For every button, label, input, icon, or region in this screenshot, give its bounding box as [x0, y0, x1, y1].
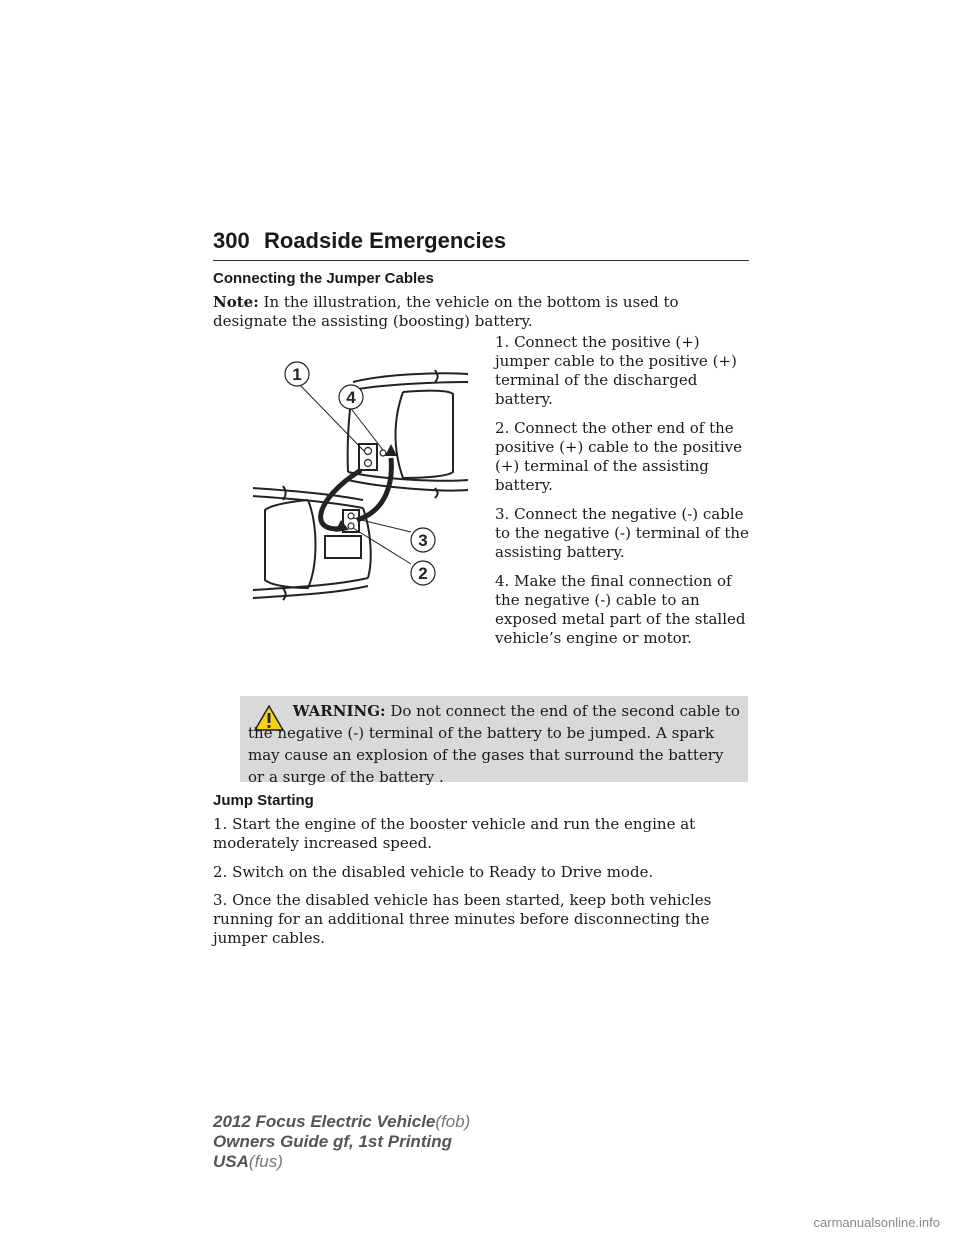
callout-3: 3 [418, 531, 428, 550]
note-label: Note: [213, 293, 259, 311]
footer-line2: Owners Guide gf, 1st Printing [213, 1132, 452, 1151]
jump-step: 1. Start the engine of the booster vehicle and run the engine at moderately increased speed. [213, 815, 696, 852]
connecting-steps [495, 333, 755, 658]
jumper-cable-diagram [253, 360, 485, 610]
connecting-step: 4. Make the final connection of the negative (-) cable to an exposed metal part of the stalled vehicle’s engine or motor. [495, 572, 746, 647]
jump-starting-heading: Jump Starting [213, 792, 314, 809]
jump-step: 2. Switch on the disabled vehicle to Ready to Drive mode. [213, 863, 654, 881]
watermark: carmanualsonline.info [813, 1215, 940, 1230]
page-header [213, 228, 749, 262]
callout-2: 2 [418, 564, 428, 583]
page-number: 300 [213, 228, 250, 253]
callout-4: 4 [346, 388, 356, 407]
warning-text-block [240, 700, 742, 788]
callout-1: 1 [292, 365, 302, 384]
footer-line1-code: (fob) [435, 1112, 471, 1131]
connecting-step: 1. Connect the positive (+) jumper cable to the positive (+) terminal of the discharged battery. [495, 333, 737, 408]
header-divider [213, 260, 749, 261]
footer-line3: USA [213, 1152, 249, 1171]
print-footer [213, 1112, 470, 1172]
section-title: Roadside Emergencies [264, 228, 507, 253]
jumper-cable-illustration [253, 360, 485, 610]
footer-line1: 2012 Focus Electric Vehicle [213, 1112, 436, 1131]
warning-text: Do not connect the end of the second cable to the negative (-) terminal of the battery to be jumped. A spark may cause an explosion of the gases that surround the battery or a surge of the battery . [248, 702, 740, 786]
connecting-step: 2. Connect the other end of the positive (+) cable to the positive (+) terminal of the assisting battery. [495, 419, 742, 494]
warning-box [240, 696, 748, 786]
note-paragraph [213, 293, 749, 331]
connecting-heading: Connecting the Jumper Cables [213, 270, 434, 287]
warning-label: WARNING: [292, 702, 386, 720]
note-text: In the illustration, the vehicle on the bottom is used to designate the assisting (boosting) battery. [213, 293, 679, 330]
jump-step: 3. Once the disabled vehicle has been started, keep both vehicles running for an additional three minutes before disconnecting the jumper cables. [213, 891, 712, 947]
footer-line3-code: (fus) [248, 1152, 283, 1171]
connecting-step: 3. Connect the negative (-) cable to the negative (-) terminal of the assisting battery. [495, 505, 749, 561]
